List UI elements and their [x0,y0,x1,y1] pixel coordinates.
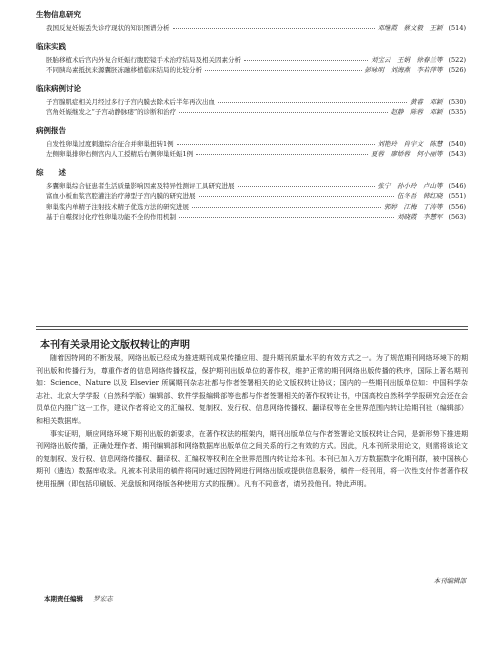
toc-entry-authors: 刘宝云 王娟 徐春兰等 [371,55,443,64]
toc-entry-authors: 夏蓉 廖娇蓉 何小丽等 [371,150,443,158]
toc-entry[interactable] [46,65,466,76]
table-of-contents [36,10,468,223]
toc-entry-authors: 彭咏明 刘海燕 李若萍等 [364,66,443,74]
toc-leader-dots [205,69,362,71]
toc-entry-authors: 黄睿 邓颖 [410,97,443,106]
declaration-signature: 本刊编辑部 [433,577,466,585]
responsible-editor [44,594,113,603]
toc-leader-dots [179,111,387,113]
toc-entry-title: 基于自噬探讨化疗性卵巢功能不全的作用机制 [46,213,176,221]
toc-entry[interactable] [46,202,466,213]
toc-leader-dots [199,195,395,197]
toc-section-title: 生物信息研究 [36,10,81,19]
toc-entry-page: (543) [448,150,466,158]
toc-leader-dots [238,185,375,187]
toc-entry[interactable] [46,149,466,160]
toc-leader-dots [192,206,381,208]
declaration-paragraph: 随着因特网的不断发展，网络出版已经成为推进期刊成果传播应用、提升期刊质量水平的有效方式之一。为了规范期刊网络环境下的期刊出版和传播行为，尊重作者的信息网络传播权益，保护期刊出版单位的著作权，维护正常的期刊网络出版传播的秩序，国际上著名期刊如：Science、Nature 以及 Elsevier 所属期刊杂志社都与作者签署相关的论文版权转让协议；国内的一些期刊出版单位如：中国科学杂志社、北京大学学报（自然科学版）编辑部、软件学报编辑部等也都与作者签署相关的著作权转让书，中国高校自然科学学报研究会还在会员单位内推广这一工作，建议作者将论文的汇编权、复制权、发行权、信息网络传播权、翻译权等在全世界范围内转让给期刊社（编辑部）和相关数据库。 [36,354,468,425]
toc-leader-dots [218,101,407,103]
toc-entry-authors: 刘艳玲 肖宇文 陈慧 [377,139,443,148]
declaration-paragraph: 事实证明，顺应网络环境下期刊出版的新要求，在著作权法的框架内，期刊出版单位与作者签署论文版权转让合同，是新形势下推进期刊网络出版传播，正确处理作者、期刊编辑部和网络数据库出版单位之间关系的行之有效的方式。因此，凡本刊所录用论文，则需将该论文的复制权、发行权、信息网络传播权、翻译权、汇编权等权利在全世界范围内转让给本刊。本刊已加入万方数据数字化期刊群，被中国核心期刊（遴选）数据库收录。凡被本刊录用的稿件将同时通过因特网进行网络出版或提供信息服务，稿件一经刊用，将一次性支付作者著作权使用报酬（即包括印刷版、光盘版和网络版各种使用方式的报酬）。凡有不同意者，请另投他刊。特此声明。 [36,429,468,488]
toc-leader-dots [173,27,375,29]
toc-section-title: 临床病例讨论 [36,83,81,93]
toc-entry[interactable] [46,139,466,150]
toc-entry-title: 多囊卵巢综合征患者生活质量影响因素及特异性测评工具研究进展 [46,181,235,190]
toc-leader-dots [177,143,375,145]
toc-entry-title: 宫角妊娠继发之“子宫动静脉瘘”的诊断和治疗 [46,108,177,116]
toc-entry-authors: 张宁 孙小玲 卢山等 [377,181,443,190]
toc-entry-title: 卵巢浆内单精子注射技术精子优选方法的研究进展 [46,202,189,211]
toc-entry-page: (535) [448,108,466,116]
toc-entry-title: 不同胰岛素抵抗来源囊胚冻融移植临床结局的比较分析 [46,66,202,74]
toc-entry-title: 子宫腺肌症相关月经过多行子宫内膜去除术后半年再次出血 [46,97,215,106]
toc-leader-dots [196,153,368,155]
toc-entry[interactable] [46,212,466,223]
toc-entry-page: (546) [448,181,466,190]
toc-entry-page: (522) [448,55,466,64]
toc-entry-page: (551) [448,192,466,200]
toc-leader-dots [179,216,394,218]
toc-entry-page: (563) [448,213,466,221]
toc-entry[interactable] [46,107,466,118]
toc-leader-dots [244,59,368,61]
toc-entry-title: 富血小板血浆宫腔灌注治疗薄型子宫内膜的研究进展 [46,192,196,200]
toc-entry-authors: 郭婷 江梅 丁涛等 [384,202,443,211]
editor-label: 本期责任编辑 [44,595,83,603]
toc-section-title: 病例报告 [36,125,66,135]
toc-entry[interactable] [46,181,466,192]
toc-entry-page: (540) [448,139,466,148]
toc-entry-page: (530) [448,97,466,106]
toc-entry-authors: 邓继霞 蔡文毅 王颖 [377,24,443,32]
toc-entry[interactable] [46,55,466,66]
toc-entry-title: 自发性卵巢过度刺激综合征合并卵巢扭转1例 [46,139,174,148]
toc-entry-authors: 伍冬吾 韩红晓 [397,192,443,200]
toc-entry-authors: 刘晓霞 李慧军 [397,213,443,221]
section-divider-bottom [36,329,468,330]
declaration-title: 本刊有关录用论文版权转让的声明 [40,340,190,351]
toc-entry[interactable] [46,97,466,108]
toc-entry-title: 我国反复妊娠丢失诊疗现状的知识图谱分析 [46,24,170,32]
declaration-body [36,352,468,491]
toc-entry-page: (526) [448,66,466,74]
toc-section-title: 综 述 [36,167,66,177]
toc-entry[interactable] [46,191,466,202]
toc-entry-authors: 赵静 陈蓉 邓颖 [390,108,443,116]
section-divider-top [36,326,468,327]
toc-entry-title: 胚胎移植术后宫内外复合妊娠行腹腔镜手术治疗结局及相关因素分析 [46,55,241,64]
toc-section-title: 临床实践 [36,41,66,51]
toc-entry-page: (556) [448,202,466,211]
toc-entry[interactable] [46,23,466,34]
toc-entry-title: 左侧卵巢排卵右侧宫内人工授精后右侧卵巢妊娠1例 [46,150,194,158]
toc-entry-page: (514) [448,24,466,32]
editor-name: 罗宏志 [93,595,113,603]
